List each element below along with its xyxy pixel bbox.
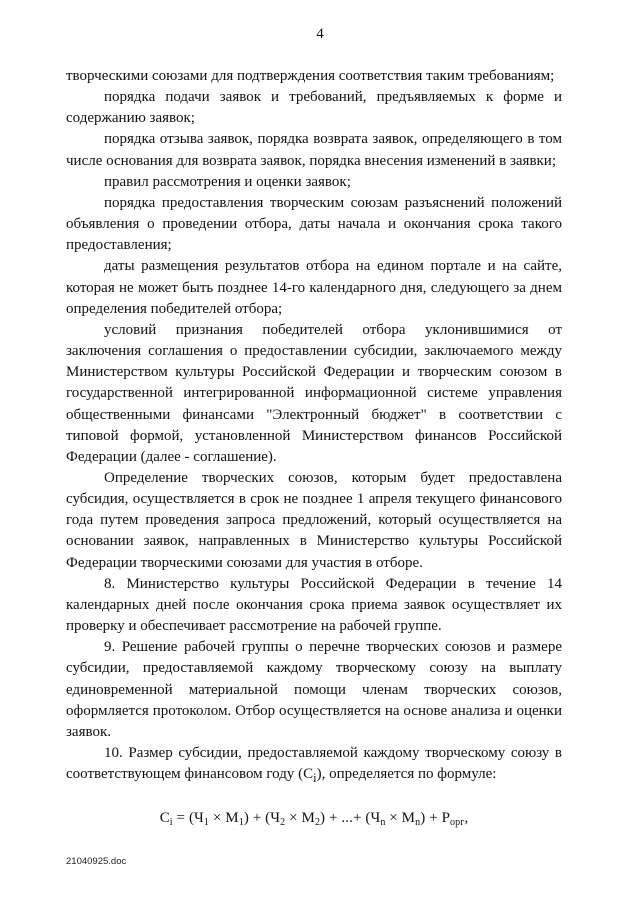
- paragraph: порядка отзыва заявок, порядка возврата заявок, определяющего в том числе основания для возврата заявок, порядка внесения изменений в заявки;: [66, 131, 562, 169]
- paragraph: порядка предоставления творческим союзам разъяснений положений объявления о проведении отбора, даты начала и окончания срока такого предоставления;: [66, 194, 562, 254]
- formula-part: ) + (Ч: [243, 810, 281, 827]
- formula-sub: 1: [203, 817, 209, 829]
- paragraph: правил рассмотрения и оценки заявок;: [104, 173, 351, 190]
- paragraph: творческими союзами для подтверждения соответствия таким требованиям;: [66, 68, 555, 84]
- formula-sub: 1: [238, 817, 244, 829]
- formula-part: × M: [209, 810, 239, 827]
- paragraph: даты размещения результатов отбора на едином портале и на сайте, которая не может быть позднее 14-го календарного дня, следующего за днем определения победителей отбора;: [66, 258, 562, 317]
- formula-part: ) + P: [420, 810, 451, 827]
- formula-sub: 2: [280, 817, 286, 829]
- formula-lhs: C: [159, 810, 170, 827]
- footer-filename: 21040925.doc: [66, 856, 127, 867]
- paragraph: 9. Решение рабочей группы о перечне творческих союзов и размере субсидии, предоставляемой каждому творческому союзу на выплату единовременной материальной помощи членам творческих союзов, оформляется протоколом. Отбор осуществляется на основе анализа и оценки заявок.: [66, 639, 562, 740]
- paragraph: условий признания победителей отбора уклонившимися от заключения соглашения о предоставлении субсидии, заключаемого между Министерством культуры Российской Федерации и творческим союзом в государственной интегрированной информационной системе управления общественными финансами "Электронный бюджет" в соответствии с типовой формой, установленной Министерством финансов Российской Федерации (далее - соглашение).: [66, 321, 562, 465]
- paragraph-10: [66, 743, 562, 789]
- subsidy-formula: [66, 808, 562, 829]
- formula-sub: 2: [314, 817, 321, 829]
- paragraph: Определение творческих союзов, которым будет предоставлена субсидия, осуществляется в срок не позднее 1 апреля текущего финансового года путем проведения запроса предложений, который осуществляется на основании заявок, направленных в Министерство культуры Российской Федерации творческими союзами для участия в отборе.: [66, 469, 562, 571]
- paragraph-10-text: 10. Размер субсидии, предоставляемой каждому творческому союзу в соответствующем финансовом году (C: [66, 745, 562, 783]
- paragraph-10-tail: ), определяется по формуле:: [316, 766, 497, 783]
- document-body: [66, 66, 562, 829]
- formula-part: ) + ...+ (Ч: [320, 810, 381, 827]
- formula-part: = (Ч: [172, 810, 204, 827]
- paragraph-10-subscript: i: [313, 771, 317, 786]
- formula-sub: n: [380, 817, 386, 829]
- formula-sub: орг: [450, 817, 465, 829]
- formula-sub: i: [169, 817, 173, 829]
- formula-part: × M: [385, 810, 416, 827]
- paragraph: порядка подачи заявок и требований, предъявляемых к форме и содержанию заявок;: [66, 89, 562, 127]
- formula-sub: n: [415, 817, 421, 829]
- formula-part: × M: [285, 810, 315, 827]
- page-number: 4: [316, 26, 324, 42]
- paragraph: 8. Министерство культуры Российской Федерации в течение 14 календарных дней после окончания срока приема заявок осуществляет их проверку и обеспечивает рассмотрение на рабочей группе.: [66, 575, 562, 635]
- formula-part: ,: [464, 810, 469, 827]
